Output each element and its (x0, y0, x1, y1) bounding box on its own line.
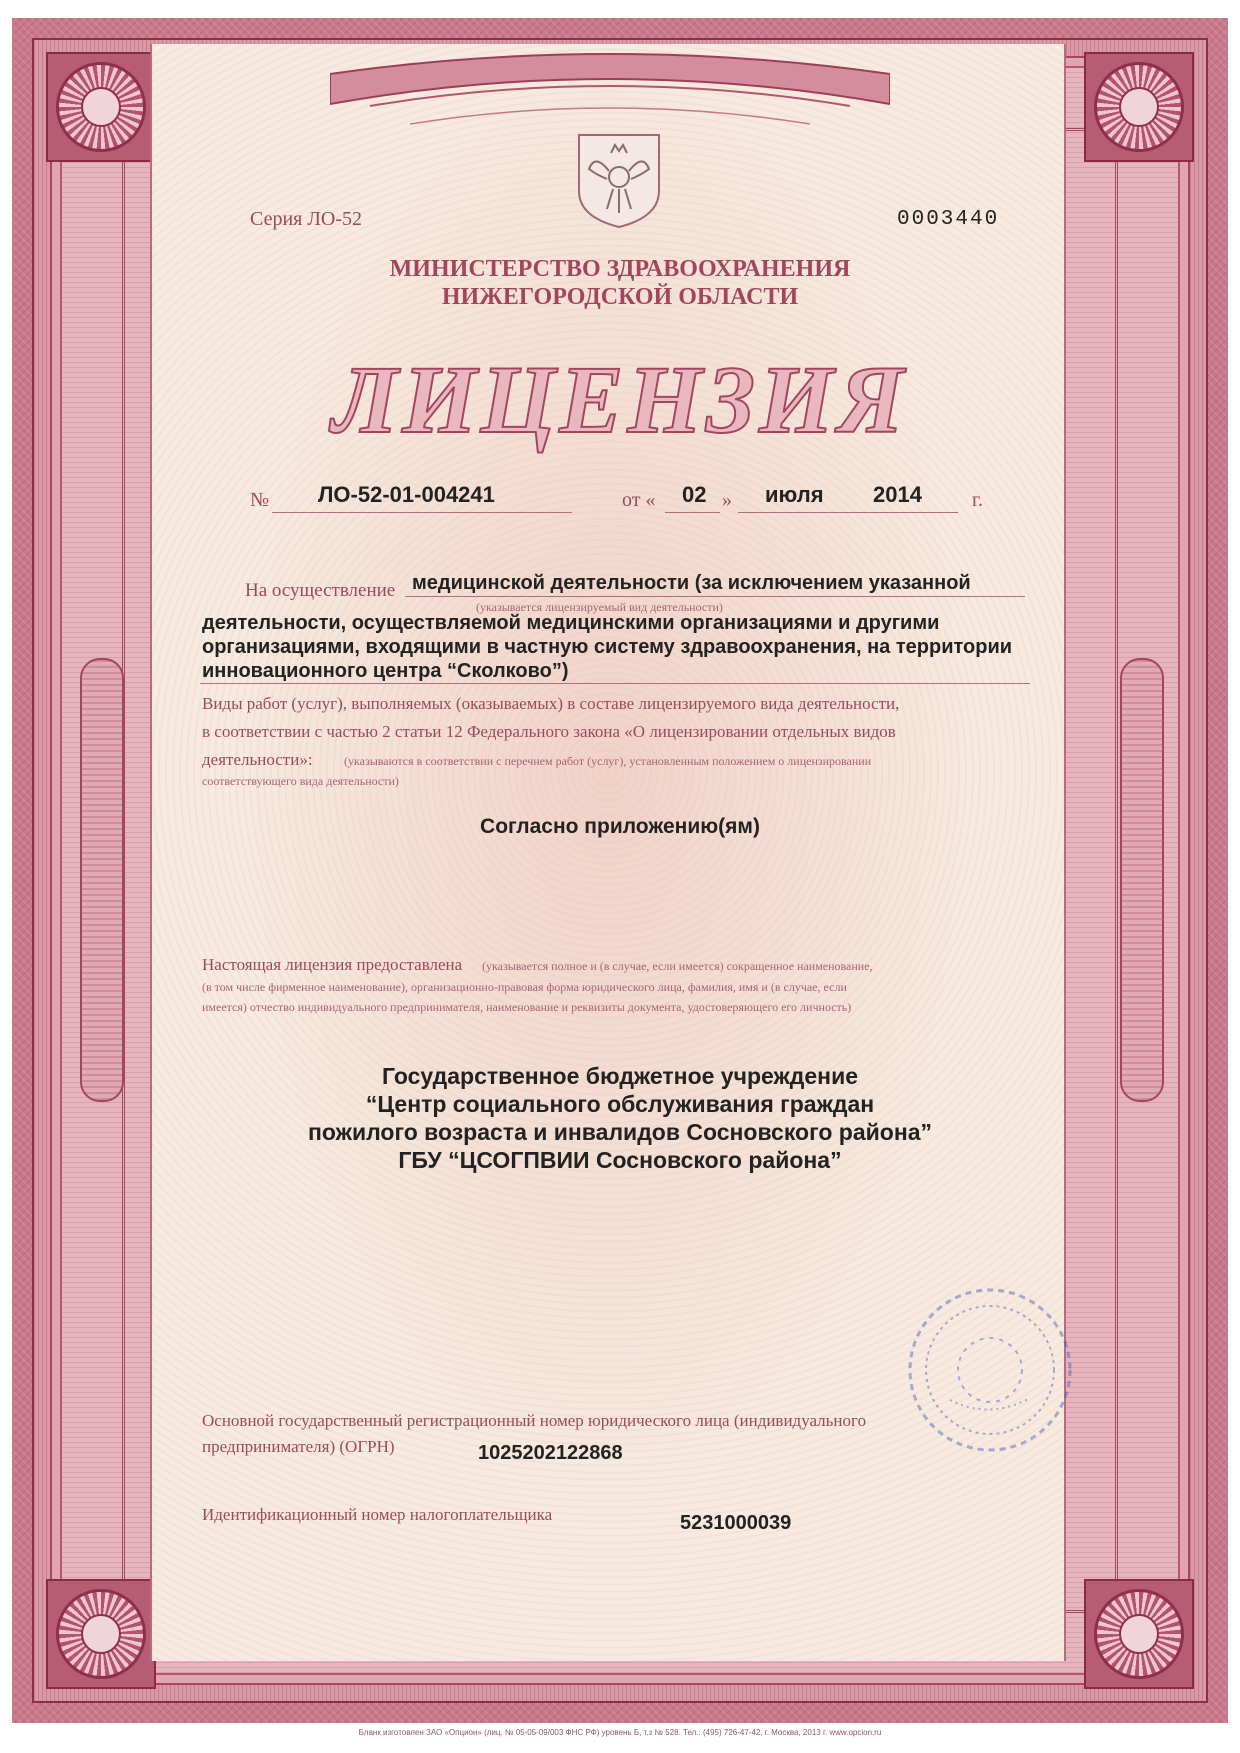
series-label: Серия ЛО-52 (250, 208, 363, 230)
document-title: ЛИЦЕНЗИЯ (332, 346, 908, 453)
corner-rosette-top-right (1084, 52, 1194, 162)
corner-rosette-bottom-left (46, 1579, 156, 1689)
year-suffix: г. (972, 489, 983, 511)
licensee-name-4: ГБУ “ЦСОГПВИИ Сосновского района” (398, 1147, 842, 1173)
licensee-label: Настоящая лицензия предоставлена (202, 955, 463, 974)
license-date-underline (738, 512, 958, 513)
license-day-underline (665, 512, 720, 513)
licensee-hint-3: имеется) отчество индивидуального предпринимателя, наименование и реквизиты документа, удостоверяющего его личность) (202, 1000, 852, 1014)
corner-rosette-top-left (46, 52, 156, 162)
right-ornament-panel (1120, 658, 1164, 1102)
works-line-4-hint: соответствующего вида деятельности) (202, 774, 399, 788)
activity-line-4: инновационного центра “Сколково”) (202, 660, 569, 682)
corner-rosette-bottom-right (1084, 1579, 1194, 1689)
activity-line-1: медицинской деятельности (за исключением указанной (412, 572, 971, 594)
date-quote-close: » (722, 489, 732, 511)
licensee-name-3: пожилого возраста и инвалидов Сосновского района” (308, 1119, 932, 1145)
activity-line-2: деятельности, осуществляемой медицинскими организациями и другими (202, 612, 940, 634)
license-month: июля (765, 482, 824, 507)
blank-number: 0003440 (897, 208, 1000, 231)
activity-hint: (указывается лицензируемый вид деятельности) (476, 600, 723, 614)
activity-line-3: организациями, входящими в частную систему здравоохранения, на территории (202, 636, 1013, 658)
licensee-hint-2: (в том числе фирменное наименование), организационно-правовая форма юридического лица, фамилия, имя и (в случае, если (202, 980, 847, 994)
license-number: ЛО-52-01-004241 (318, 482, 495, 507)
number-sign: № (250, 489, 270, 511)
license-day: 02 (682, 482, 707, 507)
works-value: Согласно приложению(ям) (480, 815, 760, 838)
ogrn-value: 1025202122868 (478, 1442, 623, 1464)
works-line-2: в соответствии с частью 2 статьи 12 Федерального закона «О лицензировании отдельных видов (202, 722, 896, 741)
activity-label: На осуществление (245, 580, 396, 601)
activity-line-1-underline (405, 596, 1025, 597)
licensee-name-1: Государственное бюджетное учреждение (381, 1063, 858, 1089)
ogrn-label-line-2: предпринимателя) (ОГРН) (202, 1437, 395, 1456)
works-line-3-hint: (указываются в соответствии с перечнем работ (услуг), установленным положением о лицензировании (344, 754, 872, 768)
seal-stamp (900, 1280, 1080, 1460)
license-year: 2014 (873, 482, 922, 507)
ministry-line-1: МИНИСТЕРСТВО ЗДРАВООХРАНЕНИЯ (389, 256, 851, 282)
inn-label: Идентификационный номер налогоплательщика (202, 1505, 553, 1524)
license-number-underline (272, 512, 572, 513)
licensee-name-2: “Центр социального обслуживания граждан (365, 1091, 875, 1117)
coat-of-arms-emblem (575, 131, 663, 229)
inn-value: 5231000039 (680, 1512, 792, 1534)
licensee-hint-1: (указывается полное и (в случае, если имеется) сокращенное наименование, (482, 959, 873, 973)
works-line-1: Виды работ (услуг), выполняемых (оказываемых) в составе лицензируемого вида деятельности, (202, 694, 900, 713)
printer-footnote: Бланк изготовлен ЗАО «Опцион» (лиц. № 05-05-09/003 ФНС РФ) уровень Б, т.з № 528. Тел.: (495) 726-47-42, г. Москва, 2013 г. www.opcion.ru (358, 1728, 882, 1737)
date-from-label: от « (622, 489, 656, 511)
left-ornament-panel (80, 658, 124, 1102)
ministry-line-2: НИЖЕГОРОДСКОЙ ОБЛАСТИ (441, 284, 799, 310)
works-line-3-label: деятельности»: (202, 750, 313, 769)
activity-underline (200, 683, 1030, 684)
ogrn-label-line-1: Основной государственный регистрационный номер юридического лица (индивидуального (202, 1411, 867, 1430)
